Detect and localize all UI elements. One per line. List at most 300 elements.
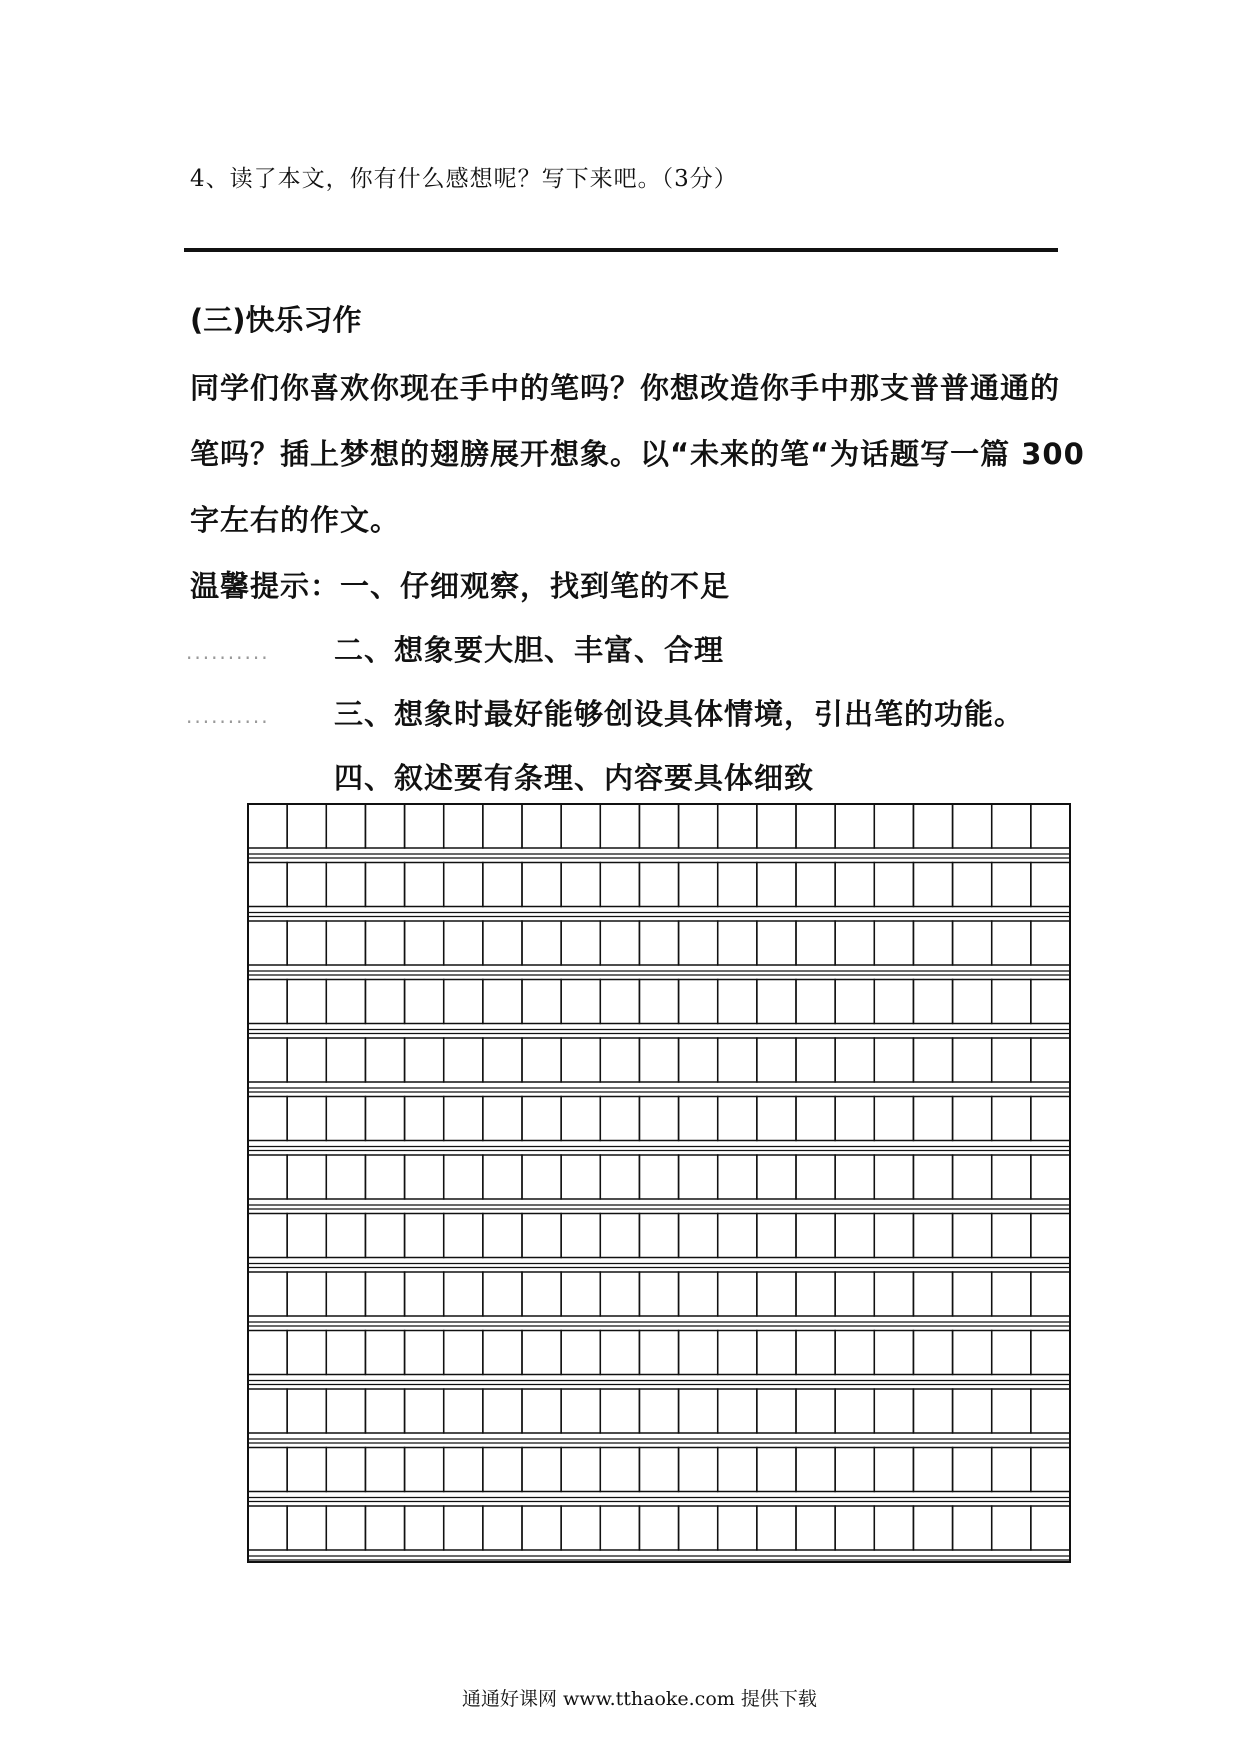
grid-cell[interactable] (639, 980, 678, 1024)
footer-text: 通通好课网 www.tthaoke.com 提供下载 (462, 1688, 817, 1710)
grid-cell[interactable] (639, 1097, 678, 1141)
grid-cell[interactable] (796, 1038, 835, 1082)
grid-cell[interactable] (444, 804, 483, 848)
grid-cell[interactable] (835, 1214, 874, 1258)
grid-cell[interactable] (913, 804, 952, 848)
grid-cell[interactable] (248, 1097, 287, 1141)
grid-cell[interactable] (405, 1214, 444, 1258)
grid-row[interactable] (248, 1038, 1070, 1092)
grid-cell[interactable] (600, 863, 639, 907)
grid-cell[interactable] (1031, 1506, 1070, 1550)
grid-cell[interactable] (679, 980, 718, 1024)
grid-cell[interactable] (992, 1506, 1031, 1550)
grid-cell[interactable] (679, 1038, 718, 1082)
grid-cell[interactable] (522, 1097, 561, 1141)
grid-cell[interactable] (600, 1038, 639, 1082)
prompt-line-3: 字左右的作文。 (190, 503, 401, 537)
grid-cell[interactable] (835, 1038, 874, 1082)
grid-cell[interactable] (796, 804, 835, 848)
grid-cell[interactable] (522, 1331, 561, 1375)
grid-cell[interactable] (718, 980, 757, 1024)
grid-cell[interactable] (679, 1389, 718, 1433)
grid-cell[interactable] (718, 863, 757, 907)
grid-cell[interactable] (600, 1506, 639, 1550)
grid-cell[interactable] (600, 1272, 639, 1316)
grid-cell[interactable] (444, 1097, 483, 1141)
tip-1-text: 一、仔细观察，找到笔的不足 (340, 569, 731, 603)
grid-cell[interactable] (405, 863, 444, 907)
tip-2: 二、想象要大胆、丰富、合理 (334, 633, 725, 667)
grid-cell[interactable] (718, 1097, 757, 1141)
grid-row[interactable] (248, 980, 1070, 1034)
grid-cell[interactable] (326, 1506, 365, 1550)
grid-row[interactable] (248, 804, 1070, 858)
grid-cell[interactable] (444, 1038, 483, 1082)
grid-cell[interactable] (874, 1097, 913, 1141)
grid-cell[interactable] (953, 1038, 992, 1082)
dot-leader-3: .......... (186, 704, 270, 728)
grid-cell[interactable] (522, 1155, 561, 1199)
grid-cell[interactable] (405, 1038, 444, 1082)
grid-cell[interactable] (326, 1331, 365, 1375)
grid-cell[interactable] (639, 1389, 678, 1433)
grid-cell[interactable] (796, 1097, 835, 1141)
grid-cell[interactable] (483, 1214, 522, 1258)
grid-cell[interactable] (405, 1097, 444, 1141)
grid-cell[interactable] (874, 1389, 913, 1433)
grid-cell[interactable] (287, 1155, 326, 1199)
grid-cell[interactable] (992, 980, 1031, 1024)
grid-cell[interactable] (757, 1097, 796, 1141)
grid-cell[interactable] (796, 1448, 835, 1492)
grid-cell[interactable] (600, 804, 639, 848)
grid-cell[interactable] (326, 1214, 365, 1258)
grid-cell[interactable] (444, 1331, 483, 1375)
grid-cell[interactable] (600, 1331, 639, 1375)
grid-cell[interactable] (561, 804, 600, 848)
grid-cell[interactable] (913, 1389, 952, 1433)
grid-cell[interactable] (405, 980, 444, 1024)
grid-cell[interactable] (992, 804, 1031, 848)
grid-cell[interactable] (757, 1155, 796, 1199)
grid-cell[interactable] (287, 1331, 326, 1375)
grid-cell[interactable] (248, 1331, 287, 1375)
grid-cell[interactable] (287, 1506, 326, 1550)
grid-cell[interactable] (718, 1331, 757, 1375)
grid-cell[interactable] (874, 804, 913, 848)
grid-cell[interactable] (483, 1448, 522, 1492)
grid-cell[interactable] (287, 1272, 326, 1316)
grid-cell[interactable] (874, 1448, 913, 1492)
grid-cell[interactable] (561, 1272, 600, 1316)
grid-cell[interactable] (326, 1272, 365, 1316)
grid-cell[interactable] (953, 1272, 992, 1316)
grid-cell[interactable] (1031, 804, 1070, 848)
grid-cell[interactable] (600, 1448, 639, 1492)
prompt-line-2: 笔吗？插上梦想的翅膀展开想象。以“未来的笔“为话题写一篇 300 (190, 437, 1085, 471)
grid-cell[interactable] (953, 1448, 992, 1492)
grid-cell[interactable] (287, 1038, 326, 1082)
grid-cell[interactable] (639, 1038, 678, 1082)
grid-cell[interactable] (326, 1097, 365, 1141)
grid-cell[interactable] (287, 1214, 326, 1258)
grid-cell[interactable] (835, 1272, 874, 1316)
tip-4: 四、叙述要有条理、内容要具体细致 (334, 761, 815, 795)
grid-cell[interactable] (522, 1038, 561, 1082)
grid-cell[interactable] (679, 1155, 718, 1199)
grid-cell[interactable] (1031, 921, 1070, 965)
grid-cell[interactable] (405, 1155, 444, 1199)
grid-row[interactable] (248, 1272, 1070, 1326)
grid-cell[interactable] (757, 1331, 796, 1375)
grid-cell[interactable] (992, 1097, 1031, 1141)
grid-cell[interactable] (992, 1272, 1031, 1316)
grid-cell[interactable] (522, 1448, 561, 1492)
grid-cell[interactable] (874, 1272, 913, 1316)
grid-cell[interactable] (1031, 1097, 1070, 1141)
grid-cell[interactable] (1031, 1155, 1070, 1199)
grid-cell[interactable] (561, 1038, 600, 1082)
grid-cell[interactable] (405, 1448, 444, 1492)
grid-cell[interactable] (600, 1389, 639, 1433)
grid-cell[interactable] (248, 1155, 287, 1199)
dot-leader-2: .......... (186, 640, 270, 664)
tips-label: 温馨提示： (190, 569, 341, 603)
grid-cell[interactable] (953, 804, 992, 848)
grid-cell[interactable] (405, 804, 444, 848)
grid-row[interactable] (248, 1214, 1070, 1268)
grid-cell[interactable] (405, 1272, 444, 1316)
grid-cell[interactable] (913, 1506, 952, 1550)
grid-cell[interactable] (287, 1448, 326, 1492)
grid-cell[interactable] (522, 804, 561, 848)
grid-cell[interactable] (757, 980, 796, 1024)
grid-cell[interactable] (1031, 1389, 1070, 1433)
grid-cell[interactable] (444, 1214, 483, 1258)
grid-cell[interactable] (874, 1155, 913, 1199)
grid-cell[interactable] (913, 1272, 952, 1316)
grid-cell[interactable] (561, 1389, 600, 1433)
grid-cell[interactable] (992, 1214, 1031, 1258)
grid-cell[interactable] (483, 804, 522, 848)
grid-cell[interactable] (639, 1448, 678, 1492)
grid-cell[interactable] (1031, 1214, 1070, 1258)
grid-cell[interactable] (757, 921, 796, 965)
grid-cell[interactable] (287, 1389, 326, 1433)
grid-cell[interactable] (874, 1214, 913, 1258)
grid-cell[interactable] (522, 921, 561, 965)
grid-cell[interactable] (365, 980, 404, 1024)
grid-cell[interactable] (405, 1331, 444, 1375)
grid-cell[interactable] (444, 980, 483, 1024)
grid-cell[interactable] (248, 1038, 287, 1082)
grid-cell[interactable] (365, 1272, 404, 1316)
grid-cell[interactable] (835, 1331, 874, 1375)
grid-cell[interactable] (326, 1448, 365, 1492)
grid-cell[interactable] (365, 1155, 404, 1199)
grid-cell[interactable] (1031, 1331, 1070, 1375)
grid-cell[interactable] (639, 1155, 678, 1199)
grid-cell[interactable] (757, 1506, 796, 1550)
grid-cell[interactable] (561, 1214, 600, 1258)
grid-row[interactable] (248, 1506, 1070, 1560)
grid-cell[interactable] (953, 863, 992, 907)
grid-cell[interactable] (561, 863, 600, 907)
grid-cell[interactable] (953, 1331, 992, 1375)
grid-cell[interactable] (600, 1097, 639, 1141)
grid-cell[interactable] (561, 921, 600, 965)
grid-cell[interactable] (326, 1389, 365, 1433)
grid-cell[interactable] (992, 863, 1031, 907)
grid-cell[interactable] (405, 921, 444, 965)
grid-cell[interactable] (992, 921, 1031, 965)
grid-cell[interactable] (679, 1097, 718, 1141)
grid-row[interactable] (248, 863, 1070, 917)
grid-cell[interactable] (326, 1038, 365, 1082)
grid-cell[interactable] (874, 980, 913, 1024)
grid-cell[interactable] (679, 1214, 718, 1258)
grid-cell[interactable] (561, 1506, 600, 1550)
grid-cell[interactable] (248, 980, 287, 1024)
grid-cell[interactable] (1031, 1272, 1070, 1316)
grid-cell[interactable] (365, 1214, 404, 1258)
grid-cell[interactable] (757, 804, 796, 848)
grid-row[interactable] (248, 1389, 1070, 1443)
grid-cell[interactable] (248, 863, 287, 907)
grid-cell[interactable] (483, 1506, 522, 1550)
grid-cell[interactable] (835, 1097, 874, 1141)
grid-cell[interactable] (1031, 1448, 1070, 1492)
grid-cell[interactable] (287, 1097, 326, 1141)
grid-cell[interactable] (757, 1389, 796, 1433)
grid-cell[interactable] (405, 1389, 444, 1433)
grid-cell[interactable] (639, 921, 678, 965)
grid-cell[interactable] (679, 804, 718, 848)
grid-cell[interactable] (835, 1506, 874, 1550)
grid-cell[interactable] (522, 980, 561, 1024)
grid-cell[interactable] (248, 1389, 287, 1433)
grid-cell[interactable] (913, 1331, 952, 1375)
grid-cell[interactable] (913, 980, 952, 1024)
grid-cell[interactable] (718, 1038, 757, 1082)
grid-cell[interactable] (679, 1448, 718, 1492)
grid-cell[interactable] (600, 1214, 639, 1258)
grid-cell[interactable] (483, 1038, 522, 1082)
grid-cell[interactable] (874, 863, 913, 907)
grid-cell[interactable] (365, 1331, 404, 1375)
grid-cell[interactable] (365, 1389, 404, 1433)
grid-cell[interactable] (561, 1097, 600, 1141)
grid-cell[interactable] (639, 1272, 678, 1316)
grid-cell[interactable] (600, 980, 639, 1024)
grid-cell[interactable] (444, 1448, 483, 1492)
grid-cell[interactable] (835, 1448, 874, 1492)
grid-cell[interactable] (365, 921, 404, 965)
grid-cell[interactable] (874, 921, 913, 965)
grid-cell[interactable] (561, 980, 600, 1024)
grid-cell[interactable] (913, 863, 952, 907)
grid-cell[interactable] (796, 921, 835, 965)
grid-cell[interactable] (953, 980, 992, 1024)
grid-cell[interactable] (796, 863, 835, 907)
grid-cell[interactable] (444, 1389, 483, 1433)
grid-cell[interactable] (444, 1272, 483, 1316)
grid-cell[interactable] (913, 1155, 952, 1199)
grid-cell[interactable] (953, 1506, 992, 1550)
grid-cell[interactable] (483, 1389, 522, 1433)
grid-cell[interactable] (522, 1506, 561, 1550)
grid-cell[interactable] (483, 921, 522, 965)
grid-cell[interactable] (639, 1506, 678, 1550)
grid-cell[interactable] (757, 1214, 796, 1258)
grid-cell[interactable] (365, 1038, 404, 1082)
grid-cell[interactable] (835, 921, 874, 965)
grid-cell[interactable] (796, 980, 835, 1024)
grid-cell[interactable] (248, 1448, 287, 1492)
grid-cell[interactable] (326, 921, 365, 965)
grid-cell[interactable] (992, 1038, 1031, 1082)
grid-cell[interactable] (835, 863, 874, 907)
grid-cell[interactable] (757, 1448, 796, 1492)
grid-cell[interactable] (639, 863, 678, 907)
grid-cell[interactable] (522, 1214, 561, 1258)
grid-cell[interactable] (718, 1389, 757, 1433)
grid-cell[interactable] (600, 921, 639, 965)
grid-cell[interactable] (718, 1448, 757, 1492)
grid-cell[interactable] (913, 1038, 952, 1082)
grid-cell[interactable] (365, 1506, 404, 1550)
grid-cell[interactable] (874, 1038, 913, 1082)
grid-cell[interactable] (796, 1506, 835, 1550)
grid-cell[interactable] (718, 1506, 757, 1550)
grid-cell[interactable] (444, 863, 483, 907)
grid-cell[interactable] (679, 1331, 718, 1375)
grid-cell[interactable] (248, 1214, 287, 1258)
grid-cell[interactable] (757, 863, 796, 907)
grid-cell[interactable] (522, 863, 561, 907)
prompt-line-1: 同学们你喜欢你现在手中的笔吗？你想改造你手中那支普普通通的 (190, 371, 1061, 405)
grid-cell[interactable] (953, 1097, 992, 1141)
tip-3: 三、想象时最好能够创设具体情境，引出笔的功能。 (334, 697, 1025, 731)
grid-cell[interactable] (639, 804, 678, 848)
grid-cell[interactable] (913, 1448, 952, 1492)
grid-border (248, 804, 1070, 1562)
grid-cell[interactable] (796, 1155, 835, 1199)
grid-cell[interactable] (992, 1389, 1031, 1433)
grid-cell[interactable] (483, 1155, 522, 1199)
grid-cell[interactable] (522, 1272, 561, 1316)
grid-row[interactable] (248, 1448, 1070, 1502)
grid-cell[interactable] (326, 980, 365, 1024)
grid-cell[interactable] (365, 1097, 404, 1141)
grid-cell[interactable] (600, 1155, 639, 1199)
grid-cell[interactable] (248, 921, 287, 965)
grid-cell[interactable] (679, 863, 718, 907)
grid-cell[interactable] (835, 1155, 874, 1199)
grid-cell[interactable] (287, 921, 326, 965)
grid-cell[interactable] (679, 1272, 718, 1316)
grid-row[interactable] (248, 921, 1070, 975)
grid-cell[interactable] (287, 980, 326, 1024)
grid-cell[interactable] (874, 1506, 913, 1550)
grid-row[interactable] (248, 1097, 1070, 1151)
grid-cell[interactable] (913, 1097, 952, 1141)
grid-cell[interactable] (365, 804, 404, 848)
grid-cell[interactable] (405, 1506, 444, 1550)
grid-cell[interactable] (1031, 980, 1070, 1024)
grid-cell[interactable] (326, 1155, 365, 1199)
grid-cell[interactable] (248, 804, 287, 848)
grid-cell[interactable] (326, 863, 365, 907)
grid-cell[interactable] (992, 1155, 1031, 1199)
grid-cell[interactable] (248, 1506, 287, 1550)
grid-cell[interactable] (326, 804, 365, 848)
grid-cell[interactable] (679, 921, 718, 965)
grid-cell[interactable] (953, 1155, 992, 1199)
grid-cell[interactable] (913, 1214, 952, 1258)
grid-cell[interactable] (483, 1272, 522, 1316)
grid-cell[interactable] (287, 804, 326, 848)
grid-cell[interactable] (718, 1214, 757, 1258)
grid-cell[interactable] (561, 1331, 600, 1375)
grid-cell[interactable] (874, 1331, 913, 1375)
grid-cell[interactable] (365, 1448, 404, 1492)
grid-cell[interactable] (483, 980, 522, 1024)
grid-cell[interactable] (913, 921, 952, 965)
grid-cell[interactable] (835, 980, 874, 1024)
grid-cell[interactable] (1031, 863, 1070, 907)
grid-cell[interactable] (365, 863, 404, 907)
grid-cell[interactable] (992, 1448, 1031, 1492)
grid-cell[interactable] (718, 804, 757, 848)
grid-row[interactable] (248, 1155, 1070, 1209)
grid-cell[interactable] (953, 921, 992, 965)
grid-cell[interactable] (444, 1155, 483, 1199)
grid-cell[interactable] (561, 1155, 600, 1199)
grid-cell[interactable] (444, 1506, 483, 1550)
grid-cell[interactable] (718, 1155, 757, 1199)
grid-cell[interactable] (248, 1272, 287, 1316)
grid-cell[interactable] (718, 921, 757, 965)
grid-cell[interactable] (561, 1448, 600, 1492)
grid-cell[interactable] (796, 1331, 835, 1375)
grid-cell[interactable] (835, 1389, 874, 1433)
grid-cell[interactable] (796, 1214, 835, 1258)
grid-row[interactable] (248, 1331, 1070, 1385)
grid-cell[interactable] (444, 921, 483, 965)
grid-cell[interactable] (953, 1389, 992, 1433)
grid-cell[interactable] (483, 1331, 522, 1375)
grid-cell[interactable] (835, 804, 874, 848)
grid-cell[interactable] (483, 1097, 522, 1141)
grid-cell[interactable] (483, 863, 522, 907)
grid-cell[interactable] (796, 1389, 835, 1433)
grid-cell[interactable] (679, 1506, 718, 1550)
grid-cell[interactable] (718, 1272, 757, 1316)
grid-cell[interactable] (796, 1272, 835, 1316)
grid-cell[interactable] (992, 1331, 1031, 1375)
grid-cell[interactable] (757, 1038, 796, 1082)
section-title: (三)快乐习作 (190, 303, 362, 337)
grid-cell[interactable] (639, 1331, 678, 1375)
grid-cell[interactable] (522, 1389, 561, 1433)
grid-cell[interactable] (287, 863, 326, 907)
grid-cell[interactable] (953, 1214, 992, 1258)
question-4: 4、读了本文，你有什么感想呢？写下来吧。（3分） (190, 166, 738, 192)
grid-cell[interactable] (1031, 1038, 1070, 1082)
grid-cell[interactable] (757, 1272, 796, 1316)
grid-cell[interactable] (639, 1214, 678, 1258)
